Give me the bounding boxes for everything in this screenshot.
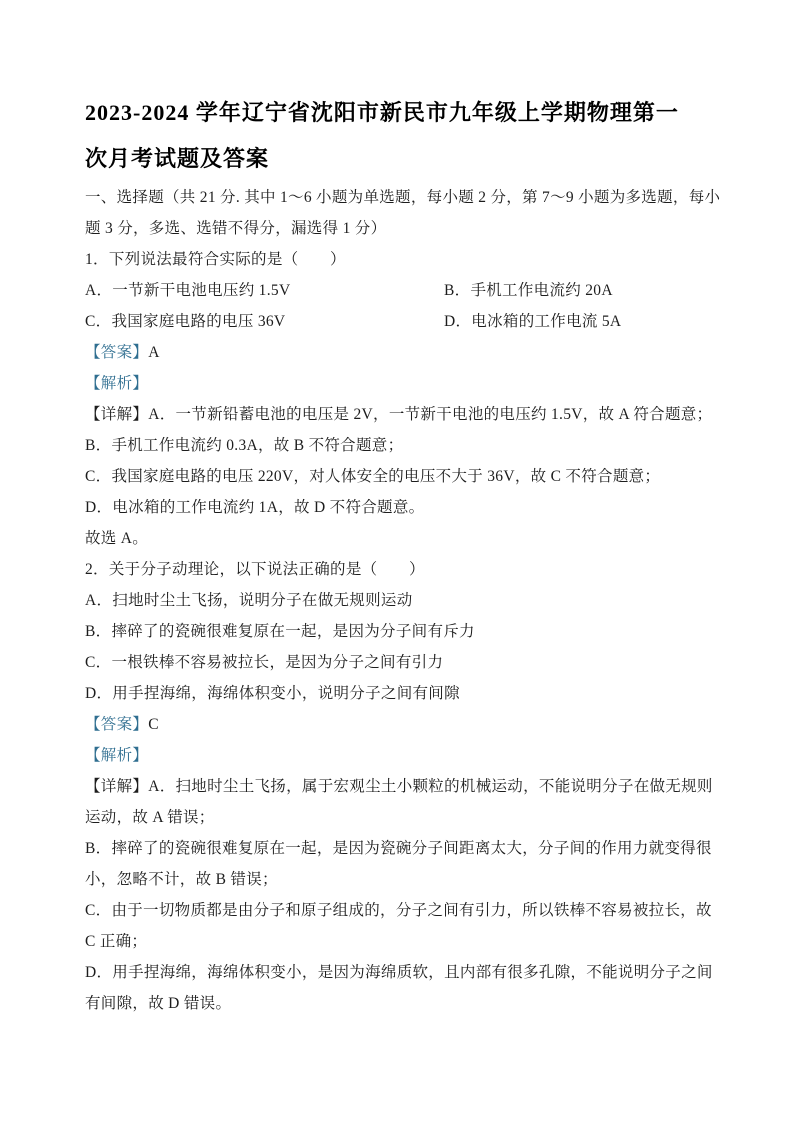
q2-stem: 2．关于分子动理论，以下说法正确的是（ ） <box>85 561 425 578</box>
q1-detail-line-1: 【详解】A．一节新铅蓄电池的电压是 2V，一节新干电池的电压约 1.5V，故 A 符合题意； <box>85 406 713 423</box>
q1-analysis-label: 【解析】 <box>85 375 149 392</box>
q1-option-b: B．手机工作电流约 20A <box>444 282 613 299</box>
section-header-line-2: 题 3 分，多选、选错不得分，漏选得 1 分） <box>85 220 387 237</box>
document-title <box>85 90 715 182</box>
q1-answer-label: 【答案】 <box>85 344 149 361</box>
q1-options-row-2 <box>85 306 715 337</box>
q2-detail-line-3: B．摔碎了的瓷碗很难复原在一起，是因为瓷碗分子间距离太大，分子间的作用力就变得很 <box>85 840 712 857</box>
q1-stem: 1．下列说法最符合实际的是（ ） <box>85 251 346 268</box>
q2-option-c: C．一根铁棒不容易被拉长，是因为分子之间有引力 <box>85 654 444 671</box>
q1-conclusion-line: 故选 A。 <box>85 530 149 547</box>
q2-detail-line-1: 【详解】A．扫地时尘土飞扬，属于宏观尘土小颗粒的机械运动，不能说明分子在做无规则 <box>85 778 713 795</box>
q1-detail-line-3: C．我国家庭电路的电压 220V，对人体安全的电压不大于 36V，故 C 不符合题意； <box>85 468 661 485</box>
q1-answer-value: A <box>148 344 160 361</box>
q1-answer-row <box>85 337 715 368</box>
q1-option-a: A．一节新干电池电压约 1.5V <box>85 282 291 299</box>
q2-detail-line-5: C．由于一切物质都是由分子和原子组成的，分子之间有引力，所以铁棒不容易被拉长，故 <box>85 902 712 919</box>
q2-detail-line-7: D．用手捏海绵，海绵体积变小，是因为海绵质软，且内部有很多孔隙，不能说明分子之间 <box>85 964 713 981</box>
q1-detail-line-2: B．手机工作电流约 0.3A，故 B 不符合题意； <box>85 437 404 454</box>
q1-analysis-row <box>85 368 715 399</box>
q1-options-row-1 <box>85 275 715 306</box>
q2-analysis-row <box>85 740 715 771</box>
document-title-line-2: 次月考试题及答案 <box>85 146 270 171</box>
q2-analysis-label: 【解析】 <box>85 747 149 764</box>
q2-option-a: A．扫地时尘土飞扬，说明分子在做无规则运动 <box>85 592 413 609</box>
q1-option-c: C．我国家庭电路的电压 36V <box>85 313 286 330</box>
q2-answer-value: C <box>148 716 159 733</box>
q2-option-d: D．用手捏海绵，海绵体积变小，说明分子之间有间隙 <box>85 685 460 702</box>
q1-option-d: D．电冰箱的工作电流 5A <box>444 313 622 330</box>
q2-detail-line-2: 运动，故 A 错误； <box>85 809 215 826</box>
q2-option-b: B．摔碎了的瓷碗很难复原在一起，是因为分子间有斥力 <box>85 623 475 640</box>
q1-detail-line-4: D．电冰箱的工作电流约 1A，故 D 不符合题意。 <box>85 499 425 516</box>
q2-answer-label: 【答案】 <box>85 716 149 733</box>
q2-detail-line-6: C 正确； <box>85 933 148 950</box>
q2-detail-line-8: 有间隙，故 D 错误。 <box>85 995 232 1012</box>
q2-detail-line-4: 小，忽略不计，故 B 错误； <box>85 871 278 888</box>
q2-answer-row <box>85 709 715 740</box>
document-title-line-1: 2023-2024 学年辽宁省沈阳市新民市九年级上学期物理第一 <box>85 100 679 125</box>
section-header-line-1: 一、选择题（共 21 分. 其中 1～6 小题为单选题，每小题 2 分，第 7～9 小题为多选题，每小 <box>85 189 721 206</box>
